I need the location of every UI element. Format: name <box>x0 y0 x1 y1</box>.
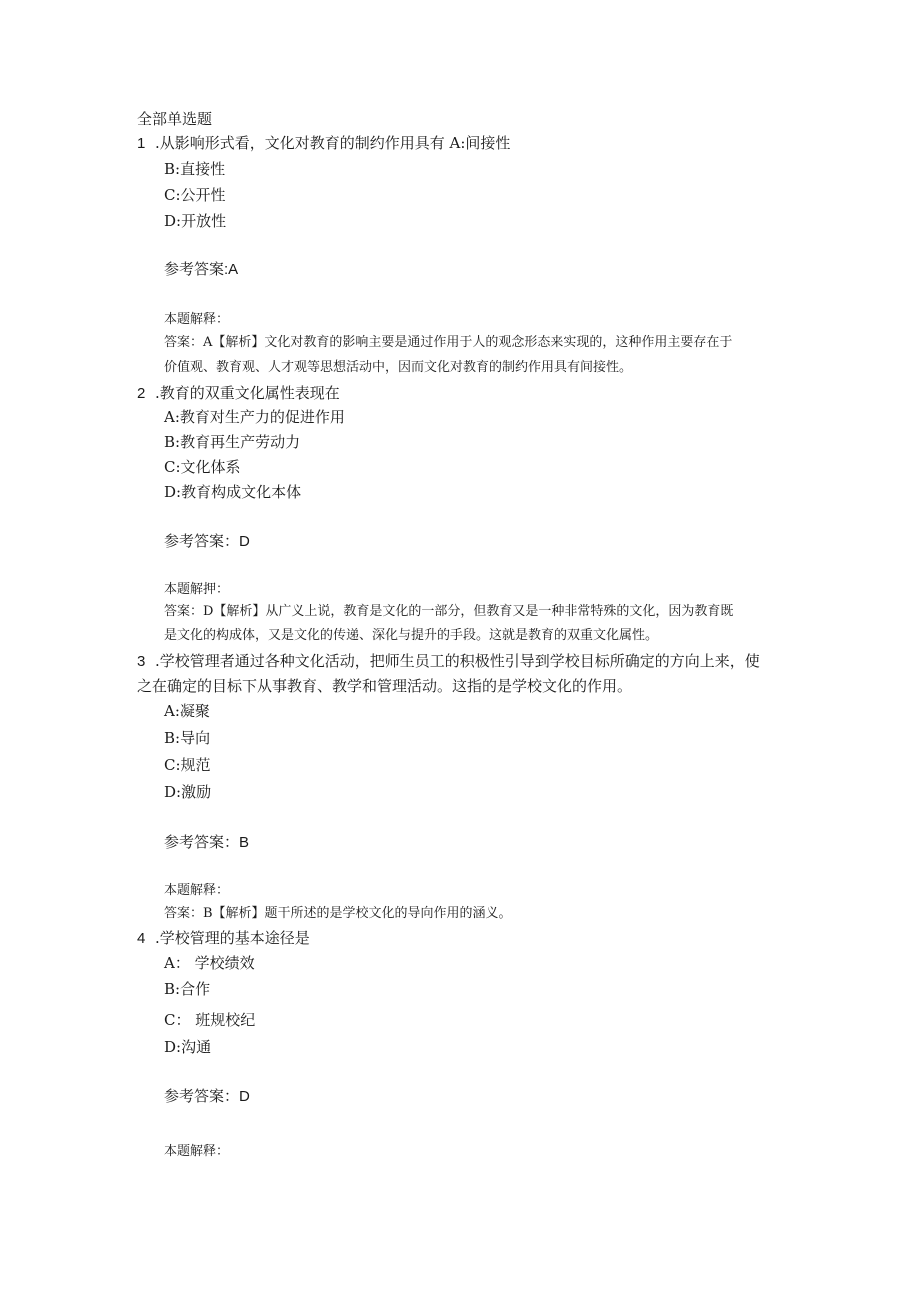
explanation-line: 价值观、教育观、人才观等思想活动中，因而文化对教育的制约作用具有间接性。 <box>164 360 633 375</box>
option-b: B:直接性 <box>164 160 226 178</box>
question-number: 1 <box>137 135 146 152</box>
question-stem: .学校管理的基本途径是 <box>155 929 310 947</box>
option-c: C:规范 <box>164 756 211 774</box>
explanation-line: 答案：D【解析】从广义上说，教育是文化的一部分，但教育又是一种非常特殊的文化，因为教育既 <box>164 604 734 619</box>
option-d: D:开放性 <box>164 212 227 230</box>
option-a: A： 学校绩效 <box>164 954 255 972</box>
question-number: 2 <box>137 385 146 402</box>
question-stem: .教育的双重文化属性表现在 <box>155 384 340 402</box>
reference-answer: 参考答案:A <box>164 261 239 278</box>
option-c: C:公开性 <box>164 186 226 204</box>
option-d: D:沟通 <box>164 1038 212 1056</box>
reference-answer: 参考答案：D <box>164 533 250 550</box>
question-number: 4 <box>137 930 146 947</box>
question-stem-continued: 之在确定的目标下从事教育、教学和管理活动。这指的是学校文化的作用。 <box>137 677 633 695</box>
question-stem: .从影响形式看，文化对教育的制约作用具有 A:间接性 <box>155 134 511 152</box>
explanation-line: 答案：B【解析】题干所述的是学校文化的导向作用的涵义。 <box>164 906 512 921</box>
option-a: A:教育对生产力的促进作用 <box>164 408 345 426</box>
explanation-line: 是文化的构成体，又是文化的传递、深化与提升的手段。这就是教育的双重文化属性。 <box>164 628 659 643</box>
explanation-title: 本题解释： <box>164 311 230 326</box>
question-stem: .学校管理者通过各种文化活动，把师生员工的积极性引导到学校目标所确定的方向上来，使 <box>155 652 760 670</box>
option-b: B:导向 <box>164 729 211 747</box>
option-d: D:激励 <box>164 783 212 801</box>
explanation-line: 答案：A【解析】文化对教育的影响主要是通过作用于人的观念形态来实现的，这种作用主要存在于 <box>164 335 733 350</box>
option-b: B:教育再生产劳动力 <box>164 433 301 451</box>
section-title: 全部单选题 <box>137 110 213 128</box>
option-b: B:合作 <box>164 980 211 998</box>
reference-answer: 参考答案：D <box>164 1088 250 1105</box>
explanation-title: 本题解释： <box>164 882 230 897</box>
option-c: C:文化体系 <box>164 458 241 476</box>
option-d: D:教育构成文化本体 <box>164 483 302 501</box>
option-a: A:凝聚 <box>164 702 210 720</box>
explanation-title: 本题解释： <box>164 1143 230 1158</box>
reference-answer: 参考答案：B <box>164 834 250 851</box>
question-number: 3 <box>137 653 146 670</box>
explanation-title: 本题解押： <box>164 581 230 596</box>
option-c: C： 班规校纪 <box>164 1011 256 1029</box>
